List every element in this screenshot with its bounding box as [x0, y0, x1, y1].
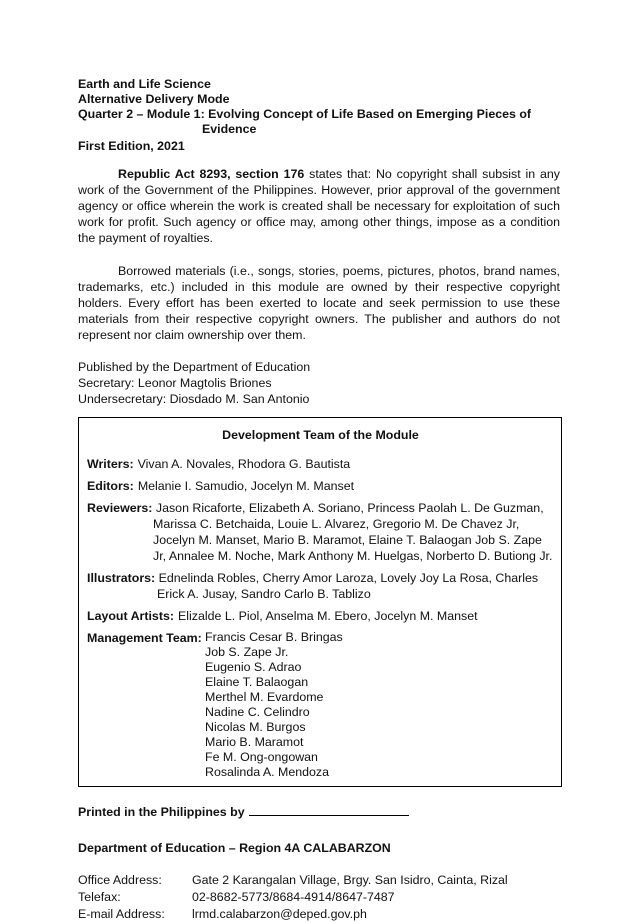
- telefax-value: 02-8682-5773/8684-4914/8647-7487: [192, 890, 395, 904]
- copyright-paragraph: [78, 166, 560, 246]
- telefax-label: Telefax:: [78, 890, 121, 904]
- region-office: Department of Education – Region 4A CALABARZON: [78, 841, 391, 855]
- illustrators-label: Illustrators:: [87, 571, 156, 585]
- module-title-line2: Evidence: [202, 122, 257, 136]
- editors-label: Editors:: [87, 479, 134, 493]
- list-item: Elaine T. Balaogan: [205, 675, 309, 689]
- development-team-box: [78, 417, 562, 787]
- list-item: Rosalinda A. Mendoza: [205, 765, 329, 779]
- printed-label: Printed in the Philippines by: [78, 805, 245, 819]
- published-by: Published by the Department of Education: [78, 360, 311, 374]
- delivery-mode: Alternative Delivery Mode: [78, 92, 230, 106]
- contact-info: [78, 872, 560, 923]
- editors-row: [87, 478, 554, 494]
- printed-line: [78, 803, 560, 820]
- email-label: E-mail Address:: [78, 907, 165, 921]
- secretary: Secretary: Leonor Magtolis Briones: [78, 376, 272, 390]
- list-item: Fe M. Ong-ongowan: [205, 750, 318, 764]
- illustrators-row: [87, 570, 554, 602]
- office-address-label: Office Address:: [78, 873, 162, 887]
- email-value: lrmd.calabarzon@deped.gov.ph: [192, 907, 367, 921]
- undersecretary: Undersecretary: Diosdado M. San Antonio: [78, 392, 310, 406]
- edition: First Edition, 2021: [78, 139, 185, 153]
- layout-artists-label: Layout Artists:: [87, 609, 174, 623]
- contact-row: [78, 872, 560, 889]
- list-item: Merthel M. Evardome: [205, 690, 324, 704]
- copyright-page: [78, 77, 560, 923]
- layout-artists-row: [87, 608, 554, 624]
- copyright-text: states that: No copyright shall subsist in any work of the Government of the Philippines. However, prior approval of the government agency or office wherein the work is created shall be necessary for exploitation of such work for profit. Such agency or office may, among other things, impose as a condition the payment of royalties.: [78, 167, 561, 245]
- layout-artists-value: Elizalde L. Piol, Anselma M. Ebero, Jocelyn M. Manset: [177, 609, 478, 623]
- module-title-line1: Quarter 2 – Module 1: Evolving Concept of Life Based on Emerging Pieces of: [78, 107, 532, 121]
- list-item: Job S. Zape Jr.: [205, 645, 289, 659]
- writers-row: [87, 456, 554, 472]
- list-item: Mario B. Maramot: [205, 735, 304, 749]
- list-item: Nadine C. Celindro: [205, 705, 310, 719]
- contact-row: [78, 889, 560, 906]
- illustrators-value: Ednelinda Robles, Cherry Amor Laroza, Lovely Joy La Rosa, Charles Erick A. Jusay, Sandro Carlo B. Tablizo: [157, 571, 539, 601]
- team-title: Development Team of the Module: [222, 428, 419, 442]
- law-reference: Republic Act 8293, section 176: [118, 167, 305, 181]
- management-team-list: [205, 630, 343, 780]
- subject-title: Earth and Life Science: [78, 77, 211, 91]
- management-team-label: Management Team:: [87, 631, 202, 645]
- writers-value: Vivan A. Novales, Rhodora G. Bautista: [137, 457, 351, 471]
- reviewers-label: Reviewers:: [87, 501, 153, 515]
- borrowed-materials-paragraph: Borrowed materials (i.e., songs, stories, poems, pictures, photos, brand names, trademarks, etc.) included in this module are owned by their respective copyright holders. Every effort has been exerted to locate and seek permission to use these materials from their respective copyright owners. The publisher and authors do not represent nor claim ownership over them.: [78, 264, 560, 342]
- office-address-value: Gate 2 Karangalan Village, Brgy. San Isidro, Cainta, Rizal: [192, 873, 508, 887]
- publisher-info: [78, 359, 560, 407]
- list-item: Eugenio S. Adrao: [205, 660, 302, 674]
- list-item: Nicolas M. Burgos: [205, 720, 306, 734]
- reviewers-row: [87, 500, 554, 564]
- reviewers-value: Jason Ricaforte, Elizabeth A. Soriano, Princess Paolah L. De Guzman, Marissa C. Betchaida, Louie L. Alvarez, Gregorio M. De Chavez Jr, Jocelyn M. Manset, Mario B. Maramot, Elaine T. Balaogan Job S. Zape Jr, Annalee M. Noche, Mark Anthony M. Huelgas, Norberto D. Butiong Jr.: [153, 501, 553, 563]
- contact-row: [78, 906, 560, 923]
- editors-value: Melanie I. Samudio, Jocelyn M. Manset: [137, 479, 355, 493]
- management-team-row: [87, 630, 554, 780]
- printer-blank: [249, 803, 409, 816]
- module-header: [78, 77, 560, 154]
- writers-label: Writers:: [87, 457, 134, 471]
- list-item: Francis Cesar B. Bringas: [205, 630, 343, 644]
